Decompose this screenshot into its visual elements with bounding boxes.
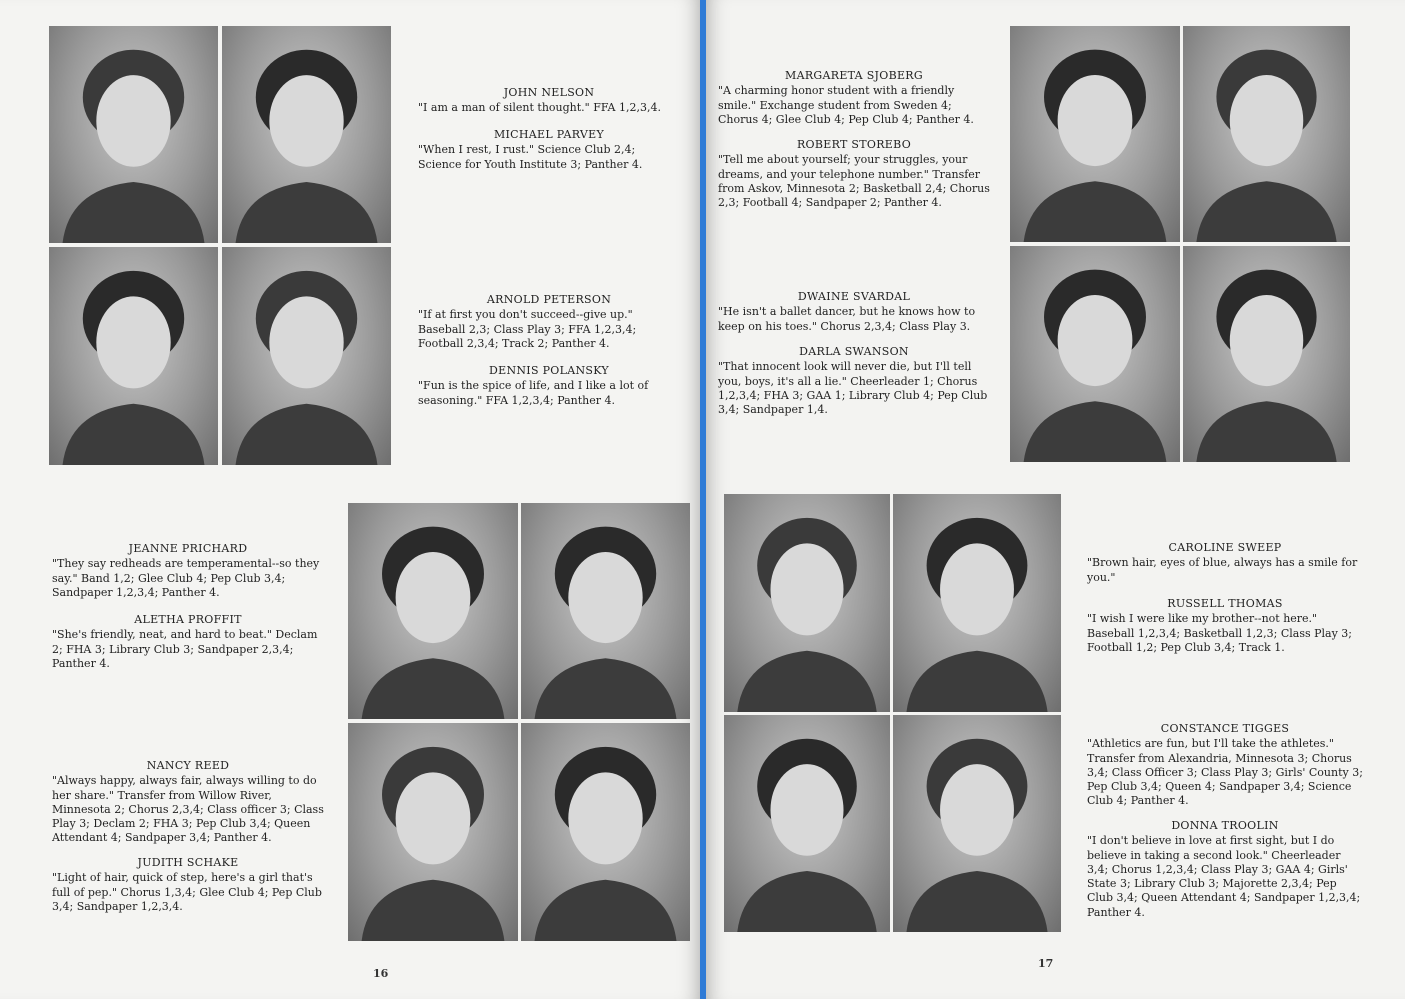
shoulders-shape	[362, 658, 505, 719]
portrait-silhouette	[521, 503, 690, 719]
student-name: RUSSELL THOMAS	[1167, 597, 1283, 610]
student-bio: "Brown hair, eyes of blue, always has a smile for you."	[1087, 556, 1358, 584]
face-shape	[96, 75, 170, 167]
shoulders-shape	[535, 658, 677, 719]
entry-russell-thomas	[1087, 597, 1363, 655]
student-bio: "She's friendly, neat, and hard to beat." Declam 2; FHA 3; Library Club 3; Sandpaper 2,3,4; Panther 4.	[52, 628, 318, 670]
portrait-aletha-proffit	[521, 503, 690, 719]
shoulders-shape	[737, 871, 876, 932]
face-shape	[269, 75, 343, 167]
student-name: ROBERT STOREBO	[796, 138, 912, 151]
student-bio: "I wish I were like my brother--not here." Baseball 1,2,3,4; Basketball 1,2,3; Class Play 3; Football 1,2; Pep Club 3,4; Track 1.	[1087, 612, 1352, 654]
face-shape	[96, 296, 170, 388]
entry-judith-schake	[52, 856, 324, 914]
portrait-silhouette	[521, 723, 690, 941]
shoulders-shape	[1024, 181, 1167, 242]
face-shape	[1230, 295, 1303, 386]
portrait-caroline-sweep	[724, 494, 890, 712]
face-shape	[396, 772, 471, 864]
portrait-silhouette	[893, 494, 1061, 712]
student-bio: "Fun is the spice of life, and I like a lot of seasoning." FFA 1,2,3,4; Panther 4.	[418, 379, 649, 407]
portrait-silhouette	[1183, 26, 1350, 242]
entry-nancy-reed	[52, 759, 324, 846]
portrait-silhouette	[1010, 246, 1180, 462]
student-bio: "I am a man of silent thought." FFA 1,2,3,4.	[418, 101, 661, 115]
left-page	[0, 0, 700, 999]
student-bio: "Tell me about yourself; your struggles, your dreams, and your telephone number." Transfer from Askov, Minnesota 2; Basketball 2,4; Chorus 2,3; Football 4; Sandpaper 2; Panther 4.	[718, 153, 990, 210]
entry-jeanne-prichard	[52, 542, 324, 600]
portrait-michael-parvey	[222, 26, 391, 243]
student-bio: "When I rest, I rust." Science Club 2,4; Science for Youth Institute 3; Panther 4.	[418, 143, 643, 171]
portrait-russell-thomas	[893, 494, 1061, 712]
page-number: 17	[1038, 957, 1054, 970]
portrait-margareta-sjoberg	[1010, 26, 1180, 242]
portrait-silhouette	[893, 715, 1061, 932]
shoulders-shape	[63, 182, 205, 243]
entry-dennis-polansky	[418, 364, 680, 408]
portrait-silhouette	[348, 503, 518, 719]
entry-donna-troolin	[1087, 819, 1363, 920]
student-name: DENNIS POLANSKY	[489, 364, 609, 377]
entry-margareta-sjoberg	[718, 69, 990, 127]
portrait-judith-schake	[521, 723, 690, 941]
student-name: ALETHA PROFFIT	[134, 613, 242, 626]
face-shape	[269, 296, 343, 388]
portrait-silhouette	[1183, 246, 1350, 462]
face-shape	[568, 552, 642, 643]
portrait-constance-tigges	[724, 715, 890, 932]
student-bio: "That innocent look will never die, but I'll tell you, boys, it's all a lie." Cheerleader 1; Chorus 1,2,3,4; FHA 3; GAA 1; Library Club 4; Pep Club 3,4; Sandpaper 1,4.	[718, 360, 988, 417]
portrait-silhouette	[1010, 26, 1180, 242]
student-bio: "He isn't a ballet dancer, but he knows how to keep on his toes." Chorus 2,3,4; Class Play 3.	[718, 305, 976, 333]
face-shape	[770, 764, 843, 856]
portrait-dennis-polansky	[222, 247, 391, 465]
portrait-darla-swanson	[1183, 246, 1350, 462]
student-name: JEANNE PRICHARD	[128, 542, 248, 555]
shoulders-shape	[1196, 401, 1336, 462]
portrait-robert-storebo	[1183, 26, 1350, 242]
student-name: JOHN NELSON	[503, 86, 595, 99]
face-shape	[940, 543, 1014, 635]
student-name: JUDITH SCHAKE	[137, 856, 239, 869]
shoulders-shape	[535, 880, 677, 941]
student-bio: "They say redheads are temperamental--so they say." Band 1,2; Glee Club 4; Pep Club 3,4; Sandpaper 1,2,3,4; Panther 4.	[52, 557, 320, 599]
portrait-silhouette	[724, 494, 890, 712]
student-bio: "I don't believe in love at first sight, but I do believe in taking a second look." Cheerleader 3,4; Chorus 1,2,3,4; Class Play 3; GAA 4; Girls' State 3; Library Club 3; Majorette 2,3,4; Pep Club 3,4; Queen Attendant 4; Sandpaper 1,2,3,4; Panther 4.	[1087, 834, 1361, 919]
face-shape	[1230, 75, 1303, 166]
shoulders-shape	[362, 880, 505, 941]
portrait-silhouette	[348, 723, 518, 941]
entry-darla-swanson	[718, 345, 990, 417]
page-number: 16	[373, 967, 389, 980]
entry-aletha-proffit	[52, 613, 324, 671]
entry-john-nelson	[418, 86, 680, 116]
portrait-silhouette	[222, 26, 391, 243]
face-shape	[1058, 295, 1133, 386]
student-name: CAROLINE SWEEP	[1168, 541, 1282, 554]
shoulders-shape	[236, 404, 378, 465]
portrait-arnold-peterson	[49, 247, 218, 465]
student-bio: "Athletics are fun, but I'll take the athletes." Transfer from Alexandria, Minnesota 3; Chorus 3,4; Class Officer 3; Class Play 3; Girls' County 3; Pep Club 3,4; Queen 4; Sandpaper 3,4; Science Club 4; Panther 4.	[1087, 737, 1363, 808]
student-name: DWAINE SVARDAL	[797, 290, 911, 303]
entry-arnold-peterson	[418, 293, 680, 351]
right-page	[706, 0, 1405, 999]
face-shape	[396, 552, 471, 643]
portrait-jeanne-prichard	[348, 503, 518, 719]
shoulders-shape	[236, 182, 378, 243]
face-shape	[940, 764, 1014, 856]
entry-robert-storebo	[718, 138, 990, 210]
portrait-silhouette	[724, 715, 890, 932]
student-bio: "A charming honor student with a friendly smile." Exchange student from Sweden 4; Chorus 4; Glee Club 4; Pep Club 4; Panther 4.	[718, 84, 974, 126]
student-name: DARLA SWANSON	[799, 345, 909, 358]
student-name: MICHAEL PARVEY	[493, 128, 605, 141]
face-shape	[568, 772, 642, 864]
shoulders-shape	[1024, 401, 1167, 462]
face-shape	[1058, 75, 1133, 166]
portrait-nancy-reed	[348, 723, 518, 941]
shoulders-shape	[906, 651, 1047, 712]
student-name: NANCY REED	[146, 759, 230, 772]
student-bio: "Always happy, always fair, always willing to do her share." Transfer from Willow River, Minnesota 2; Chorus 2,3,4; Class officer 3; Class Play 3; Declam 2; FHA 3; Pep Club 3,4; Queen Attendant 4; Sandpaper 3,4; Panther 4.	[52, 774, 324, 845]
portrait-dwaine-svardal	[1010, 246, 1180, 462]
shoulders-shape	[1196, 181, 1336, 242]
portrait-silhouette	[222, 247, 391, 465]
entry-caroline-sweep	[1087, 541, 1363, 585]
portrait-donna-troolin	[893, 715, 1061, 932]
shoulders-shape	[63, 404, 205, 465]
student-name: CONSTANCE TIGGES	[1160, 722, 1290, 735]
student-name: ARNOLD PETERSON	[486, 293, 612, 306]
entry-constance-tigges	[1087, 722, 1363, 809]
student-name: MARGARETA SJOBERG	[785, 69, 923, 82]
student-bio: "Light of hair, quick of step, here's a girl that's full of pep." Chorus 1,3,4; Glee Club 4; Pep Club 3,4; Sandpaper 1,2,3,4.	[52, 871, 322, 913]
shoulders-shape	[737, 651, 876, 712]
face-shape	[770, 543, 843, 635]
student-name: DONNA TROOLIN	[1171, 819, 1279, 832]
entry-michael-parvey	[418, 128, 680, 172]
entry-dwaine-svardal	[718, 290, 990, 334]
portrait-silhouette	[49, 247, 218, 465]
portrait-silhouette	[49, 26, 218, 243]
portrait-john-nelson	[49, 26, 218, 243]
shoulders-shape	[906, 871, 1047, 932]
student-bio: "If at first you don't succeed--give up." Baseball 2,3; Class Play 3; FFA 1,2,3,4; Football 2,3,4; Track 2; Panther 4.	[418, 308, 637, 350]
